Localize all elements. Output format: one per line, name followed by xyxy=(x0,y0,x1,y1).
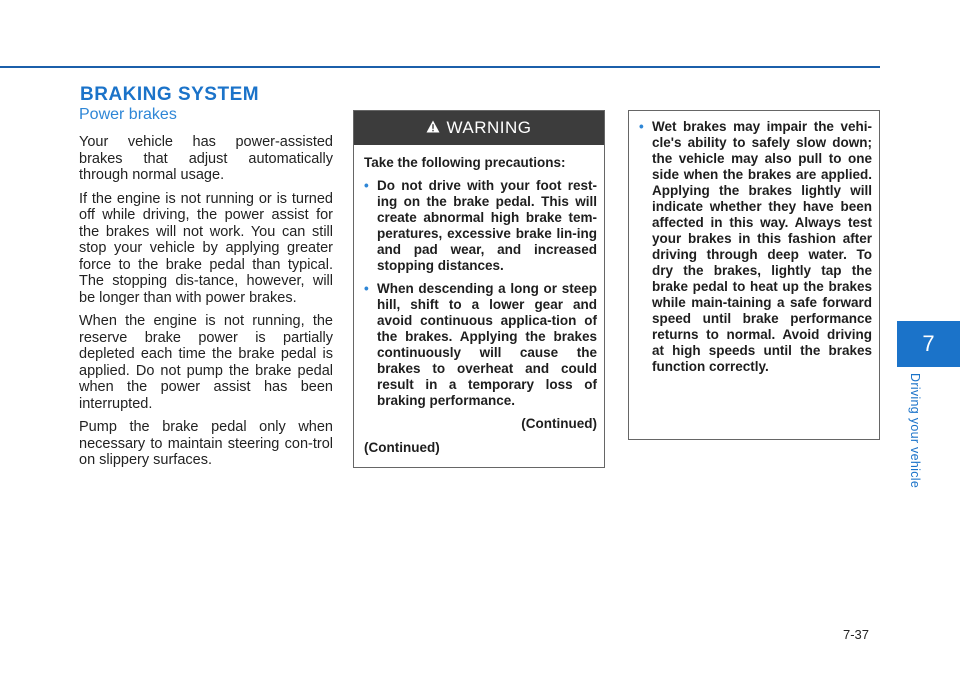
warning-bullet xyxy=(364,178,597,274)
warning-intro: Take the following precautions: xyxy=(364,155,566,170)
body-paragraph: Your vehicle has power-assisted brakes that adjust automatically through normal usage. xyxy=(79,134,333,183)
warning-header xyxy=(354,111,604,145)
power-brakes-section xyxy=(79,106,333,476)
top-divider xyxy=(0,66,880,68)
warning-bullet xyxy=(364,281,597,409)
bullet-dot-icon: • xyxy=(364,281,369,296)
wet-brakes-text: Wet brakes may impair the vehi-cle's ability to safely slow down; the vehicle may also pull to one side when the brakes are applied. Applying the brakes lightly will indicate whether they have been affected in this way. Always test your brakes in this fashion after driving through deep water. To dry the brakes, lightly tap the brake pedal to heat up the brakes while main-taining a safe forward speed until brake performance returns to normal. Avoid driving at high speeds until the brakes function correctly. xyxy=(652,119,872,374)
chapter-label: Driving your vehicle xyxy=(908,373,922,489)
body-paragraph: Pump the brake pedal only when necessary to maintain steering con-trol on slippery surfaces. xyxy=(79,419,333,468)
section-title: BRAKING SYSTEM xyxy=(80,84,260,105)
continued-note-right: (Continued) xyxy=(521,416,597,431)
warning-body xyxy=(354,145,604,456)
power-brakes-title: Power brakes xyxy=(79,106,177,123)
warning-header-label: WARNING xyxy=(446,118,532,137)
body-paragraph: When the engine is not running, the reserve brake power is partially depleted each time the brake pedal is applied. Do not pump the brake pedal when the power assist has been interrupted. xyxy=(79,313,333,412)
chapter-number-tab: 7 xyxy=(897,321,960,367)
bullet-dot-icon: • xyxy=(639,119,644,134)
warning-box xyxy=(353,110,605,468)
wet-brakes-bullet xyxy=(639,119,872,375)
body-paragraph: If the engine is not running or is turned off while driving, the power assist for the brakes will not work. You can still stop your vehicle by applying greater force to the brake pedal than typical. The stopping dis-tance, however, will be longer than with power brakes. xyxy=(79,190,333,306)
warning-triangle-icon xyxy=(426,118,440,138)
page-number: 7-37 xyxy=(843,627,870,642)
continued-note-left: (Continued) xyxy=(364,440,440,455)
warning-bullet-text: When descending a long or steep hill, shift to a lower gear and avoid continuous applica-tion of the brakes. Applying the brakes continuously will cause the brakes to overheat and could result in a temporary loss of braking performance. xyxy=(377,281,597,408)
wet-brakes-box xyxy=(628,110,880,440)
warning-bullet-text: Do not drive with your foot rest-ing on the brake pedal. This will create abnormal high brake tem-peratures, excessive brake lin-ing and pad wear, and increased stopping distances. xyxy=(377,178,597,273)
bullet-dot-icon: • xyxy=(364,178,369,193)
